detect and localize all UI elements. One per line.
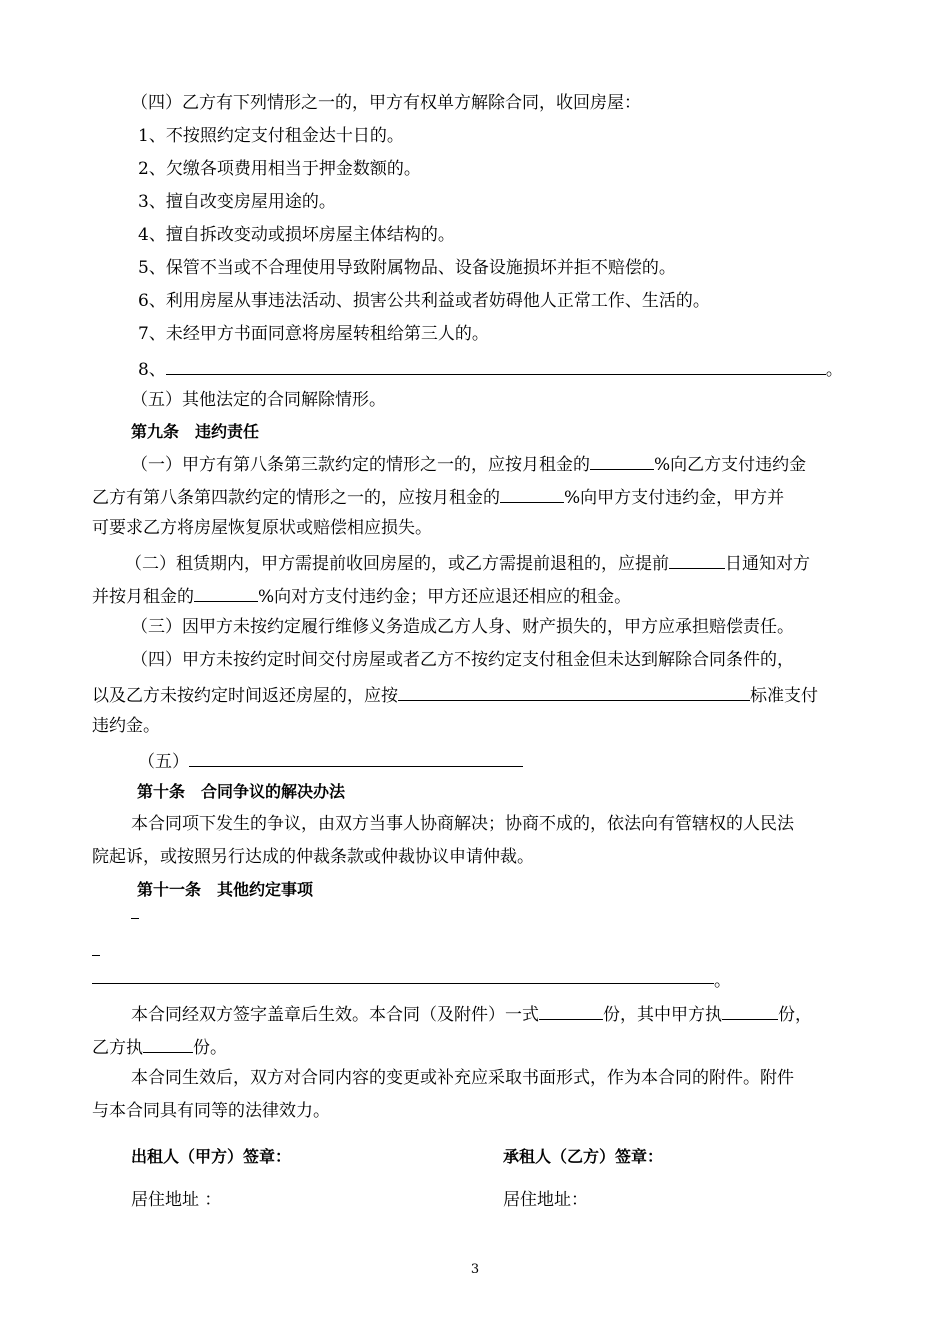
effect-p2-line2: 与本合同具有同等的法律效力。: [92, 1101, 330, 1121]
list-item: 3、擅自改变房屋用途的。: [138, 192, 336, 212]
text: %向对方支付违约金；甲方还应退还相应的租金。: [258, 587, 632, 607]
text: （二）租赁期内，甲方需提前收回房屋的，或乙方需提前退租的，应提前: [125, 554, 669, 574]
text: （五）: [138, 752, 189, 772]
article10-p2: 院起诉，或按照另行达成的仲裁条款或仲裁协议申请仲裁。: [92, 847, 534, 867]
list-item: 1、不按照约定支付租金达十日的。: [138, 126, 404, 146]
short-rule-2: [92, 955, 100, 956]
lessee-signature-label: 承租人（乙方）签章：: [503, 1147, 664, 1166]
text: 以及乙方未按约定时间返还房屋的，应按: [92, 686, 398, 706]
item8-prefix: 8、: [138, 360, 166, 380]
penalty-rate-c-blank[interactable]: [194, 583, 258, 602]
list-item: 2、欠缴各项费用相当于押金数额的。: [138, 159, 421, 179]
list-item: 6、利用房屋从事违法活动、损害公共利益或者妨碍他人正常工作、生活的。: [138, 291, 710, 311]
text: 本合同经双方签字盖章后生效。本合同（及附件）一式: [131, 1005, 539, 1025]
other-terms-end: 。: [714, 971, 731, 991]
other-terms-rule[interactable]: [92, 983, 714, 984]
article9-p3: （三）因甲方未按约定履行维修义务造成乙方人身、财产损失的，甲方应承担赔偿责任。: [131, 617, 794, 637]
text: 日通知对方: [725, 554, 810, 574]
effect-p2-line1: 本合同生效后，双方对合同内容的变更或补充应采取书面形式，作为本合同的附件。附件: [131, 1068, 794, 1088]
article10-title: 第十条 合同争议的解决办法: [137, 782, 346, 801]
text: 并按月租金的: [92, 587, 194, 607]
list-item-8: [138, 356, 843, 381]
item8-suffix: 。: [825, 360, 843, 380]
copies-lessee-blank[interactable]: [143, 1034, 193, 1053]
article9-p4-line3: 违约金。: [92, 716, 160, 736]
item8-blank[interactable]: [166, 356, 826, 375]
article9-p1-line1: [131, 451, 806, 476]
text: 标准支付: [750, 686, 818, 706]
list-item: 7、未经甲方书面同意将房屋转租给第三人的。: [138, 324, 489, 344]
article9-p4-line1: （四）甲方未按约定时间交付房屋或者乙方不按约定支付租金但未达到解除合同条件的，: [131, 650, 794, 670]
article9-p2-line2: [92, 583, 631, 608]
text: （一）甲方有第八条第三款约定的情形之一的，应按月租金的: [131, 455, 590, 475]
list-item: 4、擅自拆改变动或损坏房屋主体结构的。: [138, 225, 455, 245]
copies-total-blank[interactable]: [539, 1001, 603, 1020]
copies-lessor-blank[interactable]: [722, 1001, 778, 1020]
article11-title: 第十一条 其他约定事项: [137, 880, 314, 899]
article9-p2-line1: [125, 550, 810, 575]
text: 乙方执: [92, 1038, 143, 1058]
effect-p1-line1: [131, 1001, 812, 1026]
article9-p5: [138, 748, 523, 773]
clause9-5-blank[interactable]: [189, 748, 523, 767]
short-rule-1: [131, 918, 139, 919]
penalty-rate-a-blank[interactable]: [590, 451, 654, 470]
article10-p1: 本合同项下发生的争议，由双方当事人协商解决；协商不成的，依法向有管辖权的人民法: [131, 814, 794, 834]
text: 份。: [193, 1038, 227, 1058]
list-item: 5、保管不当或不合理使用导致附属物品、设备设施损坏并拒不赔偿的。: [138, 258, 676, 278]
article9-p4-line2: [92, 682, 818, 707]
penalty-standard-blank[interactable]: [398, 682, 750, 701]
lessee-address-label: 居住地址：: [503, 1190, 588, 1210]
notice-days-blank[interactable]: [669, 550, 725, 569]
article9-p1-line2: [92, 484, 784, 509]
text: 乙方有第八条第四款约定的情形之一的，应按月租金的: [92, 488, 500, 508]
lessor-address-label: 居住地址 ：: [131, 1190, 222, 1210]
text: %向乙方支付违约金: [654, 455, 807, 475]
page-number: 3: [470, 1262, 480, 1277]
clause8-5: （五）其他法定的合同解除情形。: [131, 390, 386, 410]
clause8-4-heading: （四）乙方有下列情形之一的，甲方有权单方解除合同，收回房屋：: [131, 93, 641, 113]
text: %向甲方支付违约金，甲方并: [564, 488, 785, 508]
text: 份，其中甲方执: [603, 1005, 722, 1025]
lessor-signature-label: 出租人（甲方）签章：: [131, 1147, 292, 1166]
text: 份，: [778, 1005, 812, 1025]
article9-title: 第九条 违约责任: [131, 422, 260, 441]
penalty-rate-b-blank[interactable]: [500, 484, 564, 503]
article9-p1-line3: 可要求乙方将房屋恢复原状或赔偿相应损失。: [92, 518, 432, 538]
effect-p1-line2: [92, 1034, 227, 1059]
